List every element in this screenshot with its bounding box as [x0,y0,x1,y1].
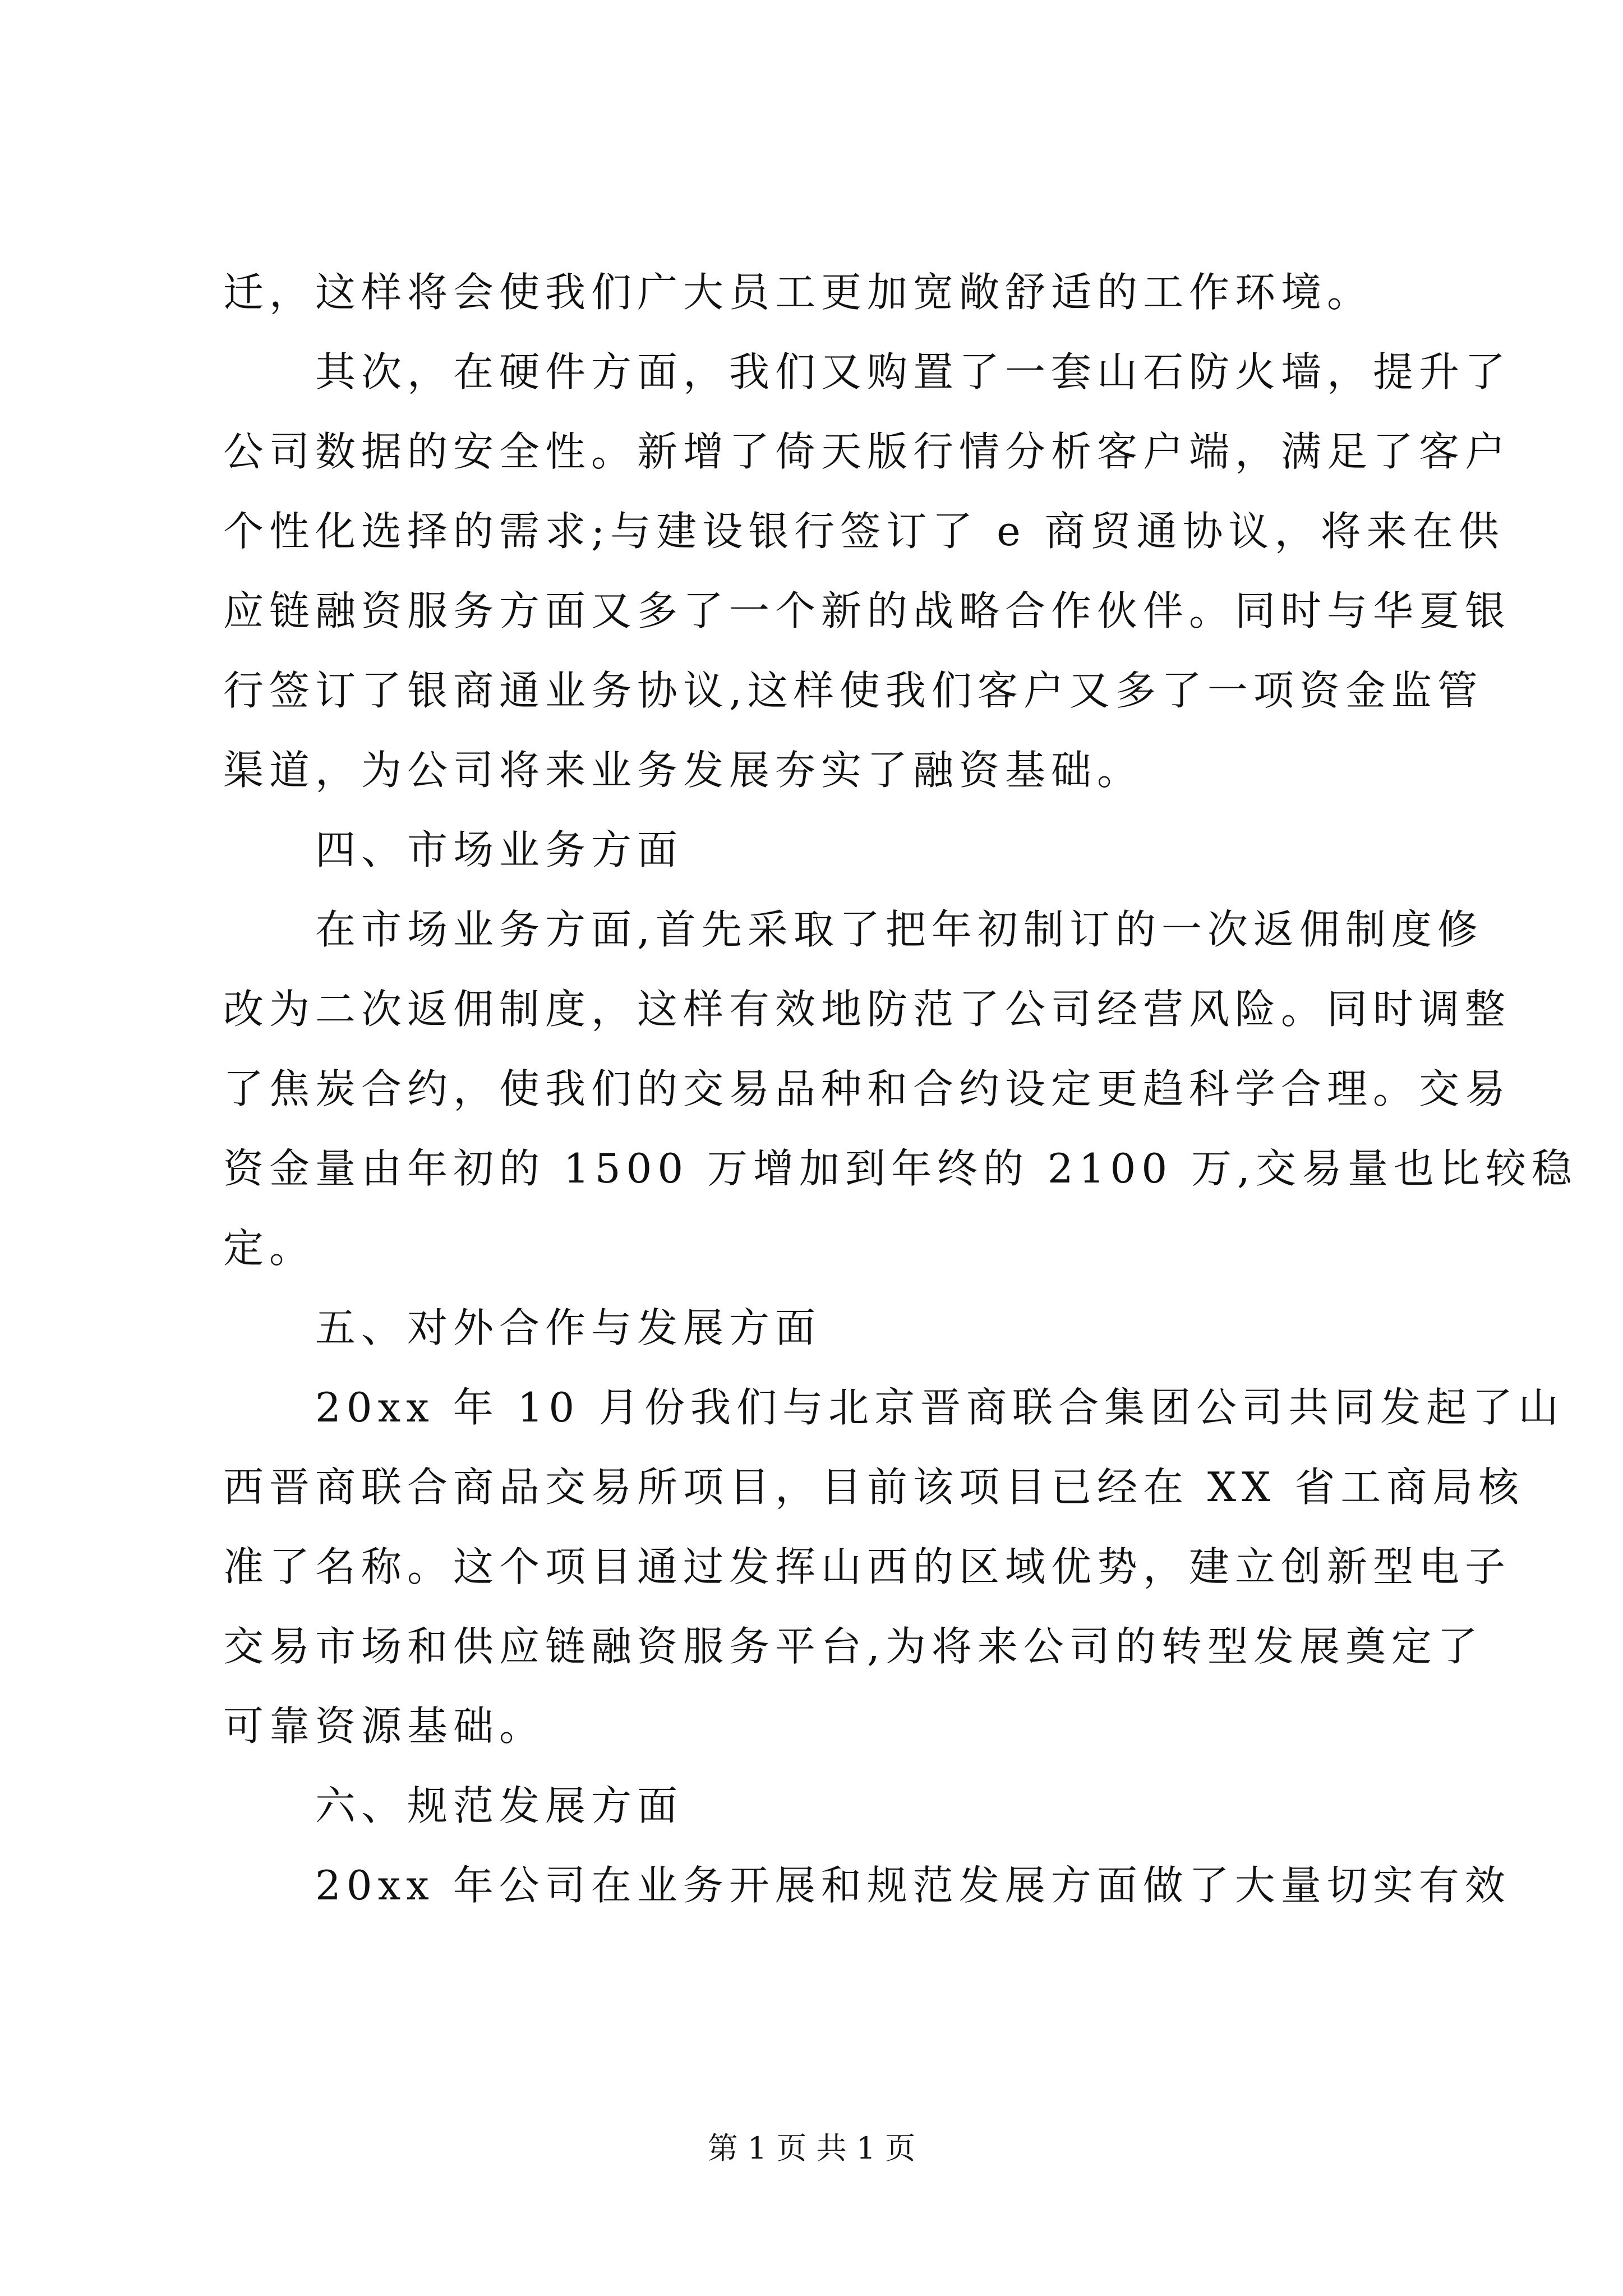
paragraph-line: 可靠资源基础。 [223,1703,546,1750]
paragraph-line: 在市场业务方面,首先采取了把年初制订的一次返佣制度修 [315,906,1483,953]
paragraph-line: 迁，这样将会使我们广大员工更加宽敞舒适的工作环境。 [223,269,1373,316]
paragraph-line: 20xx 年公司在业务开展和规范发展方面做了大量切实有效 [315,1862,1511,1909]
paragraph-line: 20xx 年 10 月份我们与北京晋商联合集团公司共同发起了山 [315,1384,1565,1431]
paragraph-line: 准了名称。这个项目通过发挥山西的区域优势，建立创新型电子 [223,1543,1511,1590]
paragraph-line: 渠道，为公司将来业务发展夯实了融资基础。 [223,747,1144,794]
page-footer: 第 1 页 共 1 页 [707,2131,916,2166]
paragraph-line: 个性化选择的需求;与建设银行签订了 e 商贸通协议，将来在供 [223,508,1505,555]
paragraph-line: 了焦炭合约，使我们的交易品种和合约设定更趋科学合理。交易 [223,1065,1511,1112]
section-heading: 五、对外合作与发展方面 [315,1304,822,1351]
paragraph-line: 公司数据的安全性。新增了倚天版行情分析客户端，满足了客户 [223,428,1511,475]
section-heading: 六、规范发展方面 [315,1782,684,1829]
paragraph-line: 行签订了银商通业务协议,这样使我们客户又多了一项资金监管 [223,667,1483,714]
paragraph-line: 交易市场和供应链融资服务平台,为将来公司的转型发展奠定了 [223,1623,1483,1670]
paragraph-line: 定。 [223,1225,316,1272]
section-heading: 四、市场业务方面 [315,826,684,873]
document-body [223,252,1578,1925]
paragraph-line: 西晋商联合商品交易所项目，目前该项目已经在 XX 省工商局核 [223,1464,1525,1511]
paragraph-line: 资金量由年初的 1500 万增加到年终的 2100 万,交易量也比较稳 [223,1145,1578,1192]
paragraph-line: 其次，在硬件方面，我们又购置了一套山石防火墙，提升了 [315,348,1511,395]
paragraph-line: 改为二次返佣制度，这样有效地防范了公司经营风险。同时调整 [223,986,1511,1033]
paragraph-line: 应链融资服务方面又多了一个新的战略合作伙伴。同时与华夏银 [223,587,1511,634]
